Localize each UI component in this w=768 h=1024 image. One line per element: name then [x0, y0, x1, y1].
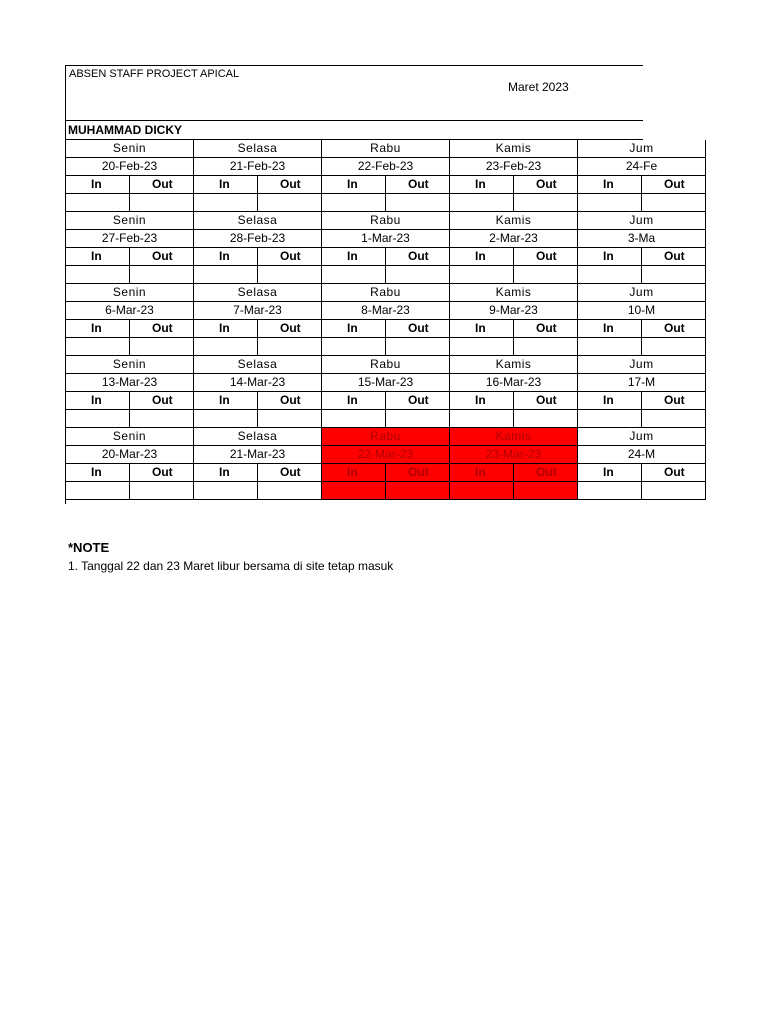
date-cell: 7-Mar-23 [194, 302, 322, 320]
date-cell: 24-Fe [578, 158, 706, 176]
out-time-cell[interactable] [386, 482, 450, 500]
attendance-sheet [65, 65, 685, 504]
date-cell: 22-Feb-23 [322, 158, 450, 176]
date-cell: 21-Mar-23 [194, 446, 322, 464]
out-time-cell[interactable] [386, 194, 450, 212]
date-cell: 28-Feb-23 [194, 230, 322, 248]
date-cell: 2-Mar-23 [450, 230, 578, 248]
note-heading: *NOTE [68, 540, 110, 555]
date-cell: 16-Mar-23 [450, 374, 578, 392]
out-time-cell[interactable] [642, 338, 706, 356]
in-time-cell[interactable] [194, 338, 258, 356]
in-time-cell[interactable] [66, 266, 130, 284]
sheet-title: ABSEN STAFF PROJECT APICAL [69, 68, 240, 80]
in-time-cell[interactable] [66, 410, 130, 428]
out-time-cell[interactable] [130, 266, 194, 284]
in-time-cell[interactable] [578, 482, 642, 500]
out-time-cell[interactable] [258, 266, 322, 284]
out-header-cell: Out [386, 320, 450, 338]
sheet-header [66, 66, 643, 121]
out-time-cell[interactable] [642, 482, 706, 500]
date-cell: 10-M [578, 302, 706, 320]
in-header-cell: In [322, 392, 386, 410]
day-name-cell: Kamis [450, 356, 578, 374]
out-time-cell[interactable] [642, 410, 706, 428]
out-header-cell: Out [386, 392, 450, 410]
in-time-cell[interactable] [322, 266, 386, 284]
in-header-cell: In [450, 176, 514, 194]
in-header-cell: In [66, 320, 130, 338]
in-header-cell: In [66, 176, 130, 194]
out-time-cell[interactable] [642, 194, 706, 212]
in-time-cell[interactable] [450, 194, 514, 212]
out-time-cell[interactable] [130, 410, 194, 428]
out-header-cell: Out [642, 392, 706, 410]
out-time-cell[interactable] [130, 338, 194, 356]
out-header-cell: Out [386, 176, 450, 194]
in-header-cell: In [322, 248, 386, 266]
out-time-cell[interactable] [514, 410, 578, 428]
date-row [66, 302, 706, 320]
in-header-cell: In [66, 464, 130, 482]
in-time-cell[interactable] [66, 194, 130, 212]
out-header-cell: Out [130, 464, 194, 482]
day-name-row [66, 356, 706, 374]
out-header-cell: Out [130, 248, 194, 266]
out-header-cell: Out [642, 248, 706, 266]
in-time-cell[interactable] [578, 338, 642, 356]
day-name-cell: Kamis [450, 284, 578, 302]
day-name-cell: Rabu [322, 428, 450, 446]
out-header-cell: Out [642, 176, 706, 194]
date-cell: 9-Mar-23 [450, 302, 578, 320]
out-time-cell[interactable] [258, 410, 322, 428]
week-block [66, 428, 706, 500]
date-cell: 27-Feb-23 [66, 230, 194, 248]
out-header-cell: Out [642, 320, 706, 338]
day-name-cell: Rabu [322, 356, 450, 374]
out-time-cell[interactable] [514, 266, 578, 284]
date-row [66, 446, 706, 464]
day-name-cell: Rabu [322, 284, 450, 302]
in-header-cell: In [194, 176, 258, 194]
day-name-cell: Kamis [450, 140, 578, 158]
date-cell: 3-Ma [578, 230, 706, 248]
in-header-cell: In [194, 464, 258, 482]
in-time-cell[interactable] [450, 266, 514, 284]
in-header-cell: In [578, 248, 642, 266]
out-time-cell[interactable] [514, 194, 578, 212]
day-name-cell: Rabu [322, 212, 450, 230]
in-header-cell: In [66, 248, 130, 266]
in-time-cell[interactable] [450, 338, 514, 356]
out-time-cell[interactable] [386, 410, 450, 428]
out-header-cell: Out [258, 248, 322, 266]
out-time-cell[interactable] [258, 482, 322, 500]
out-header-cell: Out [514, 248, 578, 266]
out-time-cell[interactable] [130, 194, 194, 212]
week-block [66, 356, 706, 428]
day-name-cell: Selasa [194, 428, 322, 446]
in-time-cell[interactable] [322, 338, 386, 356]
in-time-cell[interactable] [322, 194, 386, 212]
entry-row [66, 194, 706, 212]
date-cell: 20-Feb-23 [66, 158, 194, 176]
in-time-cell[interactable] [322, 482, 386, 500]
in-out-header-row [66, 392, 706, 410]
in-time-cell[interactable] [194, 266, 258, 284]
in-header-cell: In [194, 392, 258, 410]
in-out-header-row [66, 248, 706, 266]
day-name-cell: Jum [578, 428, 706, 446]
in-time-cell[interactable] [66, 338, 130, 356]
staff-name: MUHAMMAD DICKY [68, 123, 182, 137]
date-cell: 20-Mar-23 [66, 446, 194, 464]
out-time-cell[interactable] [258, 338, 322, 356]
date-cell: 1-Mar-23 [322, 230, 450, 248]
day-name-row [66, 140, 706, 158]
out-time-cell[interactable] [386, 266, 450, 284]
date-row [66, 374, 706, 392]
out-time-cell[interactable] [514, 482, 578, 500]
out-time-cell[interactable] [386, 338, 450, 356]
week-block [66, 212, 706, 284]
in-time-cell[interactable] [322, 410, 386, 428]
date-cell: 15-Mar-23 [322, 374, 450, 392]
date-cell: 22-Mar-23 [322, 446, 450, 464]
day-name-cell: Senin [66, 284, 194, 302]
in-time-cell[interactable] [66, 482, 130, 500]
date-cell: 23-Mar-23 [450, 446, 578, 464]
in-header-cell: In [450, 464, 514, 482]
date-row [66, 230, 706, 248]
in-header-cell: In [578, 464, 642, 482]
day-name-cell: Rabu [322, 140, 450, 158]
in-header-cell: In [578, 392, 642, 410]
out-header-cell: Out [514, 320, 578, 338]
in-header-cell: In [194, 320, 258, 338]
out-header-cell: Out [130, 176, 194, 194]
week-block [66, 284, 706, 356]
day-name-cell: Selasa [194, 140, 322, 158]
in-header-cell: In [322, 320, 386, 338]
attendance-grid [66, 140, 706, 500]
in-header-cell: In [322, 176, 386, 194]
week-block [66, 140, 706, 212]
day-name-cell: Selasa [194, 212, 322, 230]
date-cell: 13-Mar-23 [66, 374, 194, 392]
in-time-cell[interactable] [578, 194, 642, 212]
out-header-cell: Out [258, 320, 322, 338]
in-time-cell[interactable] [450, 482, 514, 500]
in-time-cell[interactable] [578, 266, 642, 284]
in-header-cell: In [322, 464, 386, 482]
in-out-header-row [66, 464, 706, 482]
entry-row [66, 266, 706, 284]
out-header-cell: Out [514, 176, 578, 194]
date-cell: 23-Feb-23 [450, 158, 578, 176]
out-time-cell[interactable] [130, 482, 194, 500]
out-time-cell[interactable] [258, 194, 322, 212]
staff-row [66, 121, 643, 140]
in-time-cell[interactable] [450, 410, 514, 428]
date-cell: 8-Mar-23 [322, 302, 450, 320]
in-out-header-row [66, 320, 706, 338]
day-name-cell: Senin [66, 428, 194, 446]
date-cell: 17-M [578, 374, 706, 392]
note-item: 1. Tanggal 22 dan 23 Maret libur bersama di site tetap masuk [68, 559, 394, 573]
day-name-cell: Kamis [450, 212, 578, 230]
in-header-cell: In [578, 320, 642, 338]
in-time-cell[interactable] [194, 194, 258, 212]
out-header-cell: Out [386, 248, 450, 266]
day-name-cell: Kamis [450, 428, 578, 446]
out-time-cell[interactable] [642, 266, 706, 284]
in-header-cell: In [66, 392, 130, 410]
day-name-cell: Senin [66, 356, 194, 374]
date-cell: 24-M [578, 446, 706, 464]
in-time-cell[interactable] [578, 410, 642, 428]
out-header-cell: Out [130, 392, 194, 410]
in-header-cell: In [450, 248, 514, 266]
notes-section [68, 540, 393, 573]
in-time-cell[interactable] [194, 482, 258, 500]
day-name-cell: Selasa [194, 356, 322, 374]
day-name-row [66, 428, 706, 446]
out-header-cell: Out [514, 464, 578, 482]
out-header-cell: Out [514, 392, 578, 410]
day-name-cell: Jum [578, 212, 706, 230]
date-cell: 21-Feb-23 [194, 158, 322, 176]
in-time-cell[interactable] [194, 410, 258, 428]
in-header-cell: In [450, 320, 514, 338]
day-name-cell: Jum [578, 140, 706, 158]
day-name-cell: Senin [66, 140, 194, 158]
out-header-cell: Out [258, 464, 322, 482]
in-out-header-row [66, 176, 706, 194]
out-header-cell: Out [130, 320, 194, 338]
day-name-cell: Selasa [194, 284, 322, 302]
out-time-cell[interactable] [514, 338, 578, 356]
in-header-cell: In [450, 392, 514, 410]
day-name-row [66, 212, 706, 230]
out-header-cell: Out [642, 464, 706, 482]
date-row [66, 158, 706, 176]
sheet-month: Maret 2023 [508, 80, 569, 94]
entry-row [66, 410, 706, 428]
entry-row [66, 482, 706, 500]
entry-row [66, 338, 706, 356]
day-name-cell: Jum [578, 284, 706, 302]
in-header-cell: In [194, 248, 258, 266]
day-name-cell: Jum [578, 356, 706, 374]
day-name-row [66, 284, 706, 302]
out-header-cell: Out [386, 464, 450, 482]
day-name-cell: Senin [66, 212, 194, 230]
out-header-cell: Out [258, 392, 322, 410]
date-cell: 6-Mar-23 [66, 302, 194, 320]
date-cell: 14-Mar-23 [194, 374, 322, 392]
in-header-cell: In [578, 176, 642, 194]
out-header-cell: Out [258, 176, 322, 194]
